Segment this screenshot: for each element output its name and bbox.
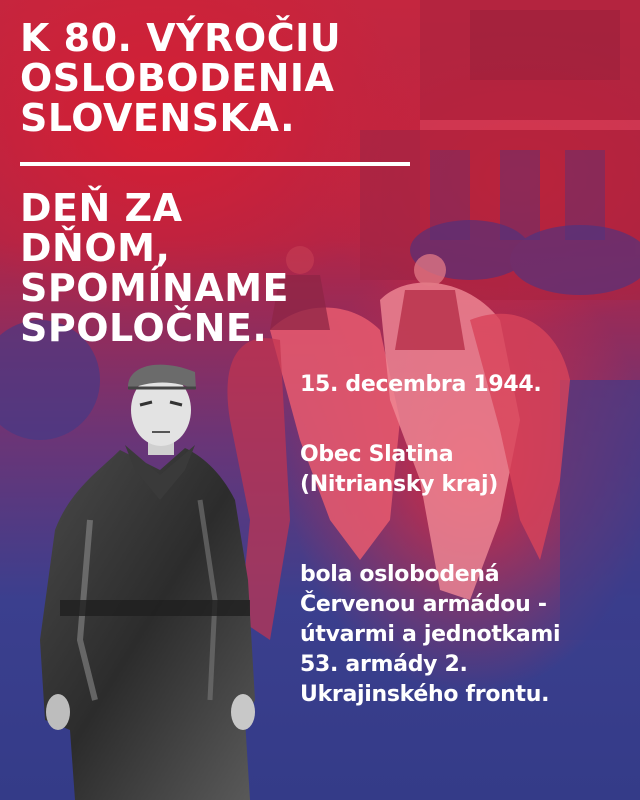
slogan-line-2: DŇOM,: [20, 226, 171, 270]
soldier-greatcoat: [40, 448, 255, 800]
village-name-line-1: Obec Slatina: [300, 442, 454, 467]
description-line-5: Ukrajinského frontu.: [300, 682, 550, 707]
description-line-2: Červenou armádou -: [300, 592, 547, 617]
village-region-line: (Nitriansky kraj): [300, 472, 498, 497]
headline: [20, 18, 341, 138]
slogan-line-1: DEŇ ZA: [20, 186, 183, 230]
description-line-3: útvarmi a jednotkami: [300, 622, 561, 647]
slogan-line-4: SPOLOČNE.: [20, 306, 268, 350]
headline-line-3: SLOVENSKA.: [20, 96, 296, 140]
liberation-description: [300, 560, 560, 710]
village-name: [300, 440, 498, 500]
liberation-date: 15. decembra 1944.: [300, 372, 542, 397]
coat-belt: [60, 600, 250, 616]
description-line-4: 53. armády 2.: [300, 652, 468, 677]
headline-line-2: OSLOBODENIA: [20, 56, 335, 100]
headline-line-1: K 80. VÝROČIU: [20, 16, 342, 60]
slogan: [20, 188, 289, 348]
slogan-line-3: SPOMÍNAME: [20, 266, 289, 310]
headline-divider: [20, 162, 410, 166]
description-line-1: bola oslobodená: [300, 562, 500, 587]
